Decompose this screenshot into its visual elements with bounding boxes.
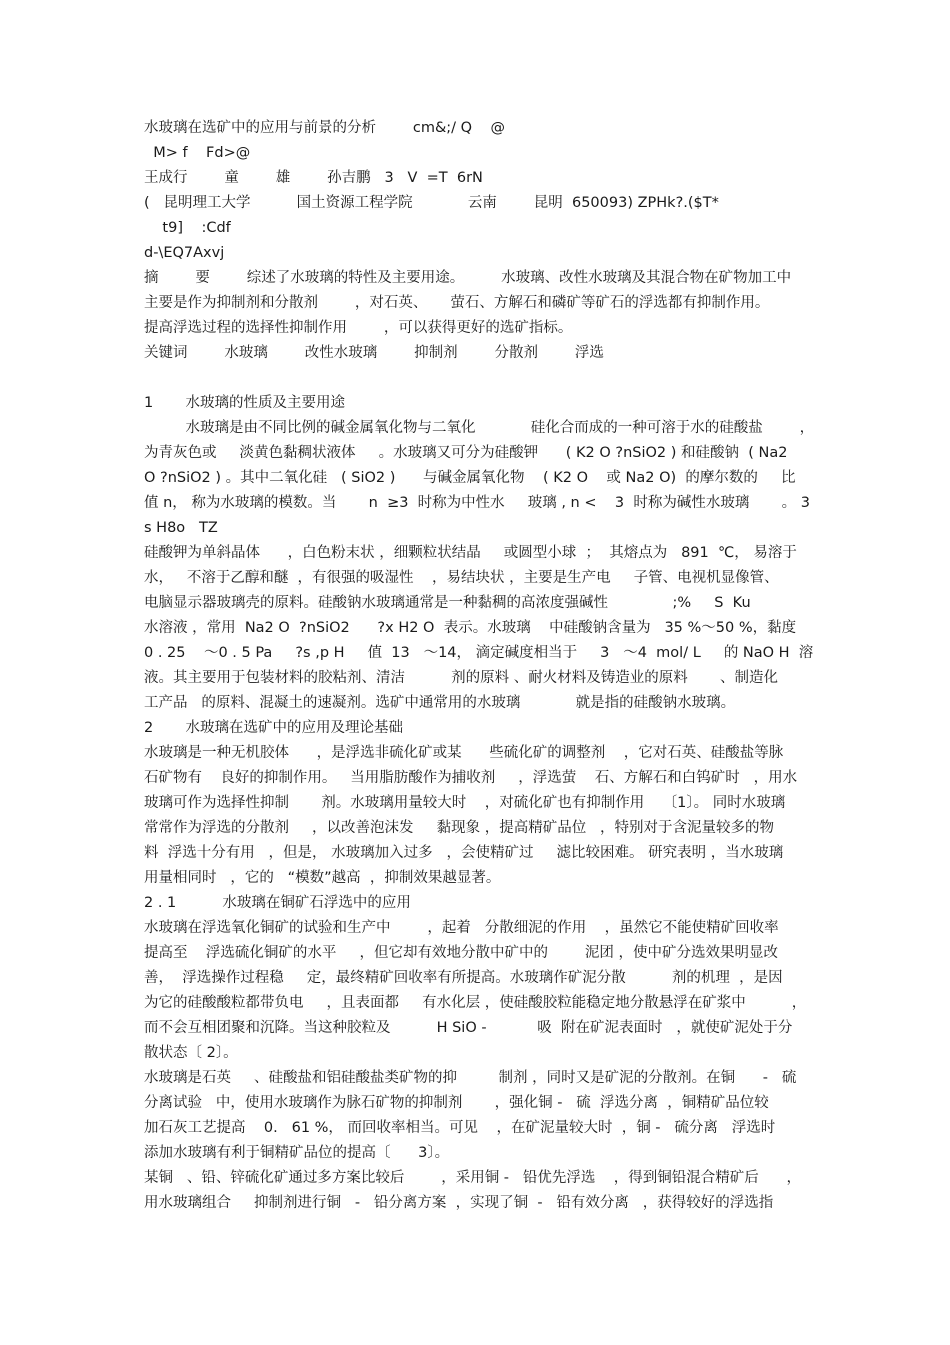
body-line: O ?nSiO2 ) 。其中二氧化硅 ( SiO2 ) 与碱金属氧化物 ( K2 O 或 Na2 O) 的摩尔数的 比	[144, 470, 796, 486]
body-line: 某铜 、铅、锌硫化矿通过多方案比较后 ，采用铜 - 铅优先浮选 ，得到铜铅混合精矿后 ，	[144, 1170, 801, 1186]
body-line: 电脑显示器玻璃壳的原料。硅酸钠水玻璃通常是一种黏稠的高浓度强碱性 ;% S Ku	[144, 595, 751, 611]
text-line: t9] :Cdf	[144, 220, 231, 236]
body-line: 水玻璃是由不同比例的碱金属氧化物与二氧化 硅化合而成的一种可溶于水的硅酸盐 ，	[144, 420, 814, 436]
body-line: 料 浮选十分有用 ，但是， 水玻璃加入过多 ，会使精矿过 滤比较困难。 研究表明 ，当水玻璃	[144, 845, 784, 861]
body-line: 玻璃可作为选择性抑制 剂。水玻璃用量较大时 ，对硫化矿也有抑制作用 〔1〕。 同时水玻璃	[144, 795, 786, 811]
body-line: 硅酸钾为单斜晶体 ，白色粉末状 ，细颗粒状结晶 或圆型小球 ； 其熔点为 891 ℃， 易溶于	[144, 545, 797, 561]
keywords-line: 关键词 水玻璃 改性水玻璃 抑制剂 分散剂 浮选	[144, 345, 604, 361]
text-line: d-\EQ7Axvj	[144, 245, 225, 261]
body-line: 散状态〔 2〕。	[144, 1045, 238, 1061]
body-line: 工产品 的原料、混凝土的速凝剂。选矿中通常用的水玻璃 就是指的硅酸钠水玻璃。	[144, 695, 736, 711]
body-line: s H8o TZ	[144, 520, 218, 536]
body-line: 水， 不溶于乙醇和醚 ，有很强的吸湿性 ，易结块状 ，主要是生产电 子管、电视机显像管、	[144, 570, 779, 586]
body-line: 值 n， 称为水玻璃的模数。当 n ≥3 时称为中性水 玻璃 , n < 3 时称为碱性水玻璃 。 3	[144, 495, 810, 511]
abstract-line: 提高浮选过程的选择性抑制作用 ，可以获得更好的选矿指标。	[144, 320, 573, 336]
body-line: 水玻璃是石英 、硅酸盐和铝硅酸盐类矿物的抑 制剂 ，同时又是矿泥的分散剂。在铜 - 硫	[144, 1070, 797, 1086]
body-line: 分离试验 中，使用水玻璃作为脉石矿物的抑制剂 ，强化铜 - 硫 浮选分离 ，铜精矿品位较	[144, 1095, 769, 1111]
blank-line	[144, 366, 814, 390]
body-line: 用水玻璃组合 抑制剂进行铜 - 铅分离方案 ，实现了铜 - 铅有效分离 ，获得较好的浮选指	[144, 1195, 774, 1211]
subsection-heading: 2 . 1 水玻璃在铜矿石浮选中的应用	[144, 895, 411, 911]
body-line: 提高至 浮选硫化铜矿的水平 ，但它却有效地分散中矿中的 泥团 ，使中矿分选效果明显改	[144, 945, 778, 961]
body-line: 为它的硅酸酸粒都带负电 ，且表面都 有水化层 ，使硅酸胶粒能稳定地分散悬浮在矿浆中 ，	[144, 995, 807, 1011]
body-line: 常常作为浮选的分散剂 ，以改善泡沫发 黏现象 ，提高精矿品位 ，特别对于含泥量较多的物	[144, 820, 775, 836]
body-line: 善， 浮选操作过程稳 定，最终精矿回收率有所提高。水玻璃作矿泥分散 剂的机理 ，是因	[144, 970, 783, 986]
text-line: M> f Fd>@	[144, 145, 251, 161]
abstract-line: 摘 要 综述了水玻璃的特性及主要用途。 水玻璃、改性水玻璃及其混合物在矿物加工中	[144, 270, 792, 286]
body-line: 液。其主要用于包装材料的胶粘剂、清洁 剂的原料 、耐火材料及铸造业的原料 、制造化	[144, 670, 778, 686]
body-line: 水溶液 ，常用 Na2 O ?nSiO2 ?x H2 O 表示。水玻璃 中硅酸钠含量为 35 %～50 %，黏度	[144, 620, 797, 636]
body-line: 添加水玻璃有利于铜精矿品位的提高〔 3〕。	[144, 1145, 450, 1161]
body-line: 水玻璃是一种无机胶体 ，是浮选非硫化矿或某 些硫化矿的调整剂 ，它对石英、硅酸盐等脉	[144, 745, 784, 761]
body-line: 而不会互相团聚和沉降。当这种胶粒及 H SiO - 吸 附在矿泥表面时 ，就使矿泥处于分	[144, 1020, 793, 1036]
body-line: 为青灰色或 淡黄色黏稠状液体 。水玻璃又可分为硅酸钾 ( K2 O ?nSiO2 ) 和硅酸钠 ( Na2	[144, 445, 788, 461]
body-line: 加石灰工艺提高 0. 61 %， 而回收率相当。可见 ，在矿泥量较大时 ，铜 - 硫分离 浮选时	[144, 1120, 776, 1136]
abstract-line: 主要是作为抑制剂和分散剂 ，对石英、 萤石、方解石和磷矿等矿石的浮选都有抑制作用。	[144, 295, 770, 311]
body-line: 0 . 25 ～0 . 5 Pa ?s ,p H 值 13 ～14， 滴定碱度相当于 3 ～4 mol/ L 的 NaO H 溶	[144, 645, 814, 661]
section-heading: 2 水玻璃在选矿中的应用及理论基础	[144, 720, 403, 736]
body-line: 水玻璃在浮选氧化铜矿的试验和生产中 ，起着 分散细泥的作用 ，虽然它不能使精矿回收率	[144, 920, 779, 936]
author-line: 王成行 童 雄 孙吉鹏 3 V =T 6rN	[144, 170, 483, 186]
document-title: 水玻璃在选矿中的应用与前景的分析 cm&;/ Q @	[144, 120, 506, 136]
body-line: 石矿物有 良好的抑制作用。 当用脂肪酸作为捕收剂 ，浮选萤 石、方解石和白钨矿时 ，用水	[144, 770, 798, 786]
section-heading: 1 水玻璃的性质及主要用途	[144, 395, 345, 411]
affiliation-line: ( 昆明理工大学 国土资源工程学院 云南 昆明 650093) ZPHk?.($T*	[144, 195, 719, 211]
body-line: 用量相同时 ，它的 “模数”越高 ，抑制效果越显著。	[144, 870, 501, 886]
